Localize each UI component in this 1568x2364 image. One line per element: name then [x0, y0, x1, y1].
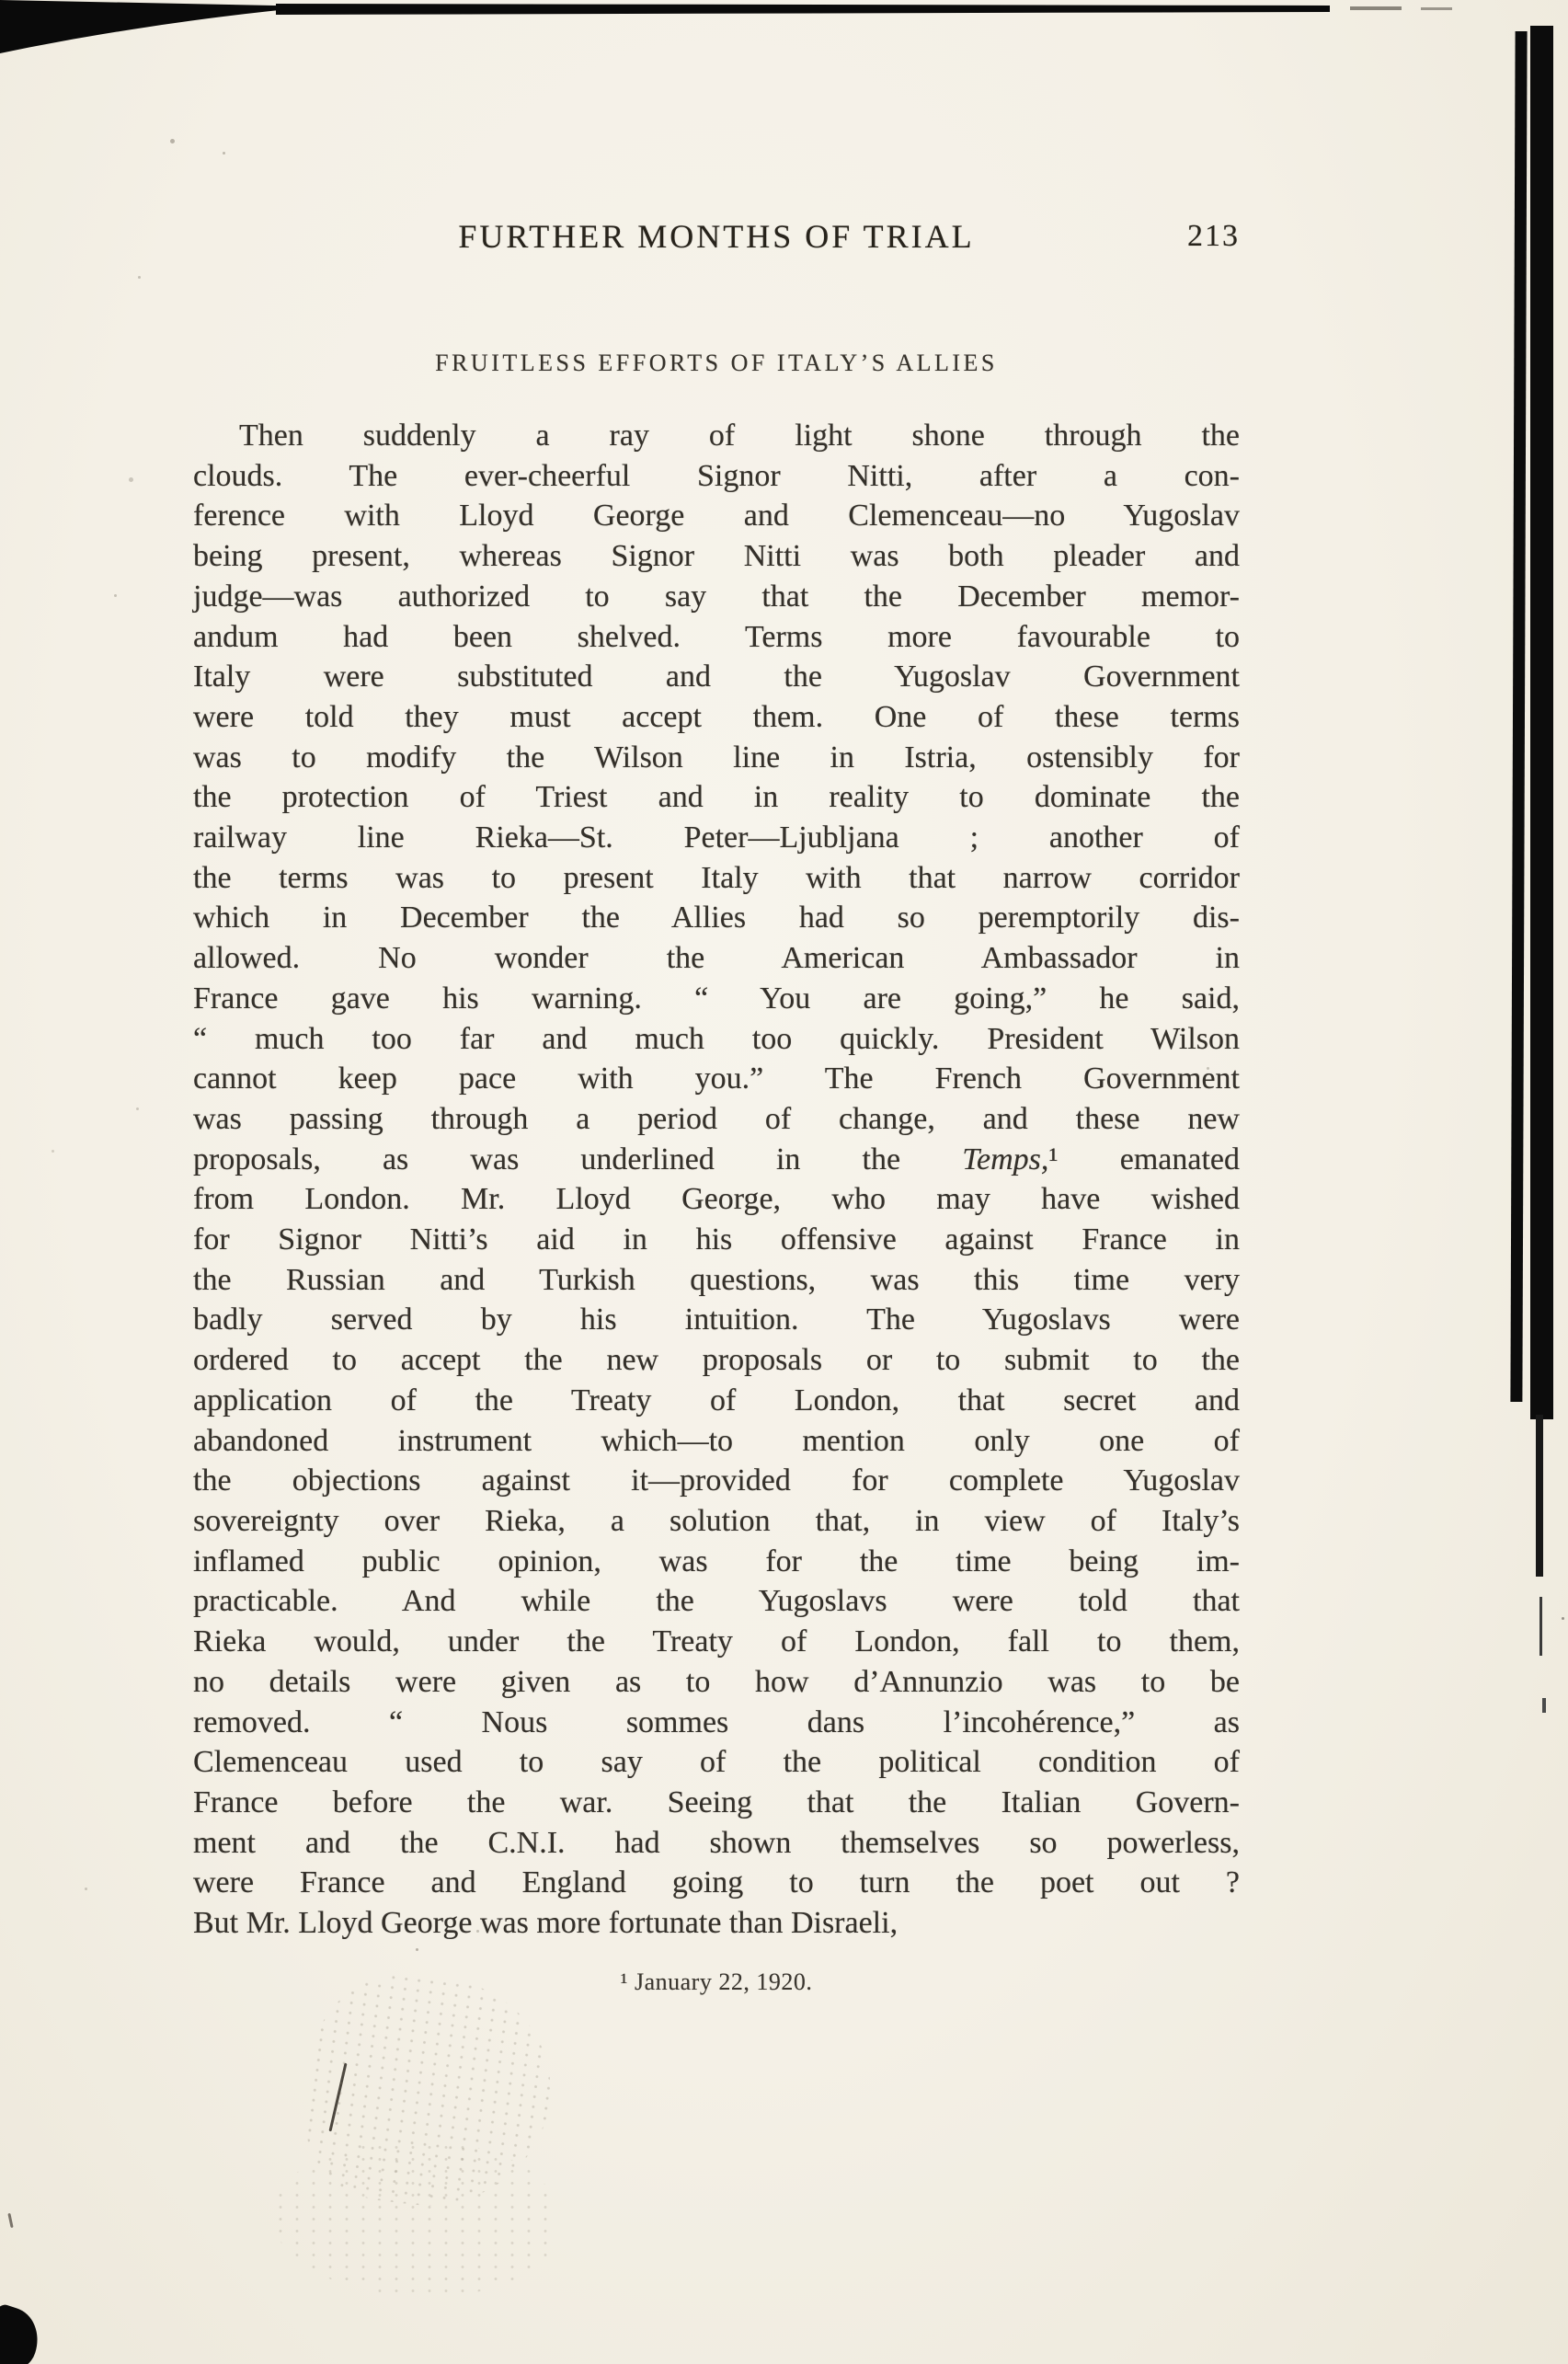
text-line: the Russian and Turkish questions, was this time very [193, 1262, 1240, 1297]
text-line: andum had been shelved. Terms more favourable to [193, 619, 1240, 654]
text-line: judge—was authorized to say that the December memor- [193, 579, 1240, 614]
text-line: was passing through a period of change, and these new [193, 1101, 1240, 1136]
page-header [193, 217, 1240, 259]
text-line: cannot keep pace with you.” The French Government [193, 1062, 1240, 1096]
text-line: allowed. No wonder the American Ambassador in [193, 941, 1240, 976]
text-line: France gave his warning. “ You are going,” he said, [193, 981, 1240, 1016]
scan-artifact-right-edge [1536, 1415, 1543, 1577]
text-line: removed. “ Nous sommes dans l’incohérence,” as [193, 1704, 1240, 1739]
speckle-field [272, 2141, 557, 2296]
scan-artifact-right-edge [1530, 26, 1553, 1419]
body-paragraph [193, 416, 1240, 1944]
text-line: Then suddenly a ray of light shone through the [239, 419, 1240, 453]
text-line: being present, whereas Signor Nitti was both pleader and [193, 539, 1240, 574]
ink-blob-bottom-left [0, 2302, 47, 2364]
text-line: “ much too far and much too quickly. President Wilson [193, 1021, 1240, 1056]
text-line: clouds. The ever-cheerful Signor Nitti, after a con- [193, 458, 1240, 493]
text-line: sovereignty over Rieka, a solution that, in view of Italy’s [193, 1503, 1240, 1538]
page-number: 213 [1187, 219, 1240, 253]
speckle-dots [0, 0, 3, 3]
text-line: Rieka would, under the Treaty of London, fall to them, [193, 1624, 1240, 1659]
text-line: was to modify the Wilson line in Istria, ostensibly for [193, 740, 1240, 775]
text-line: were told they must accept them. One of these terms [193, 699, 1240, 734]
text-line: Italy were substituted and the Yugoslav Government [193, 660, 1240, 694]
scan-artifact-right-mark [1539, 1597, 1542, 1656]
margin-mark [7, 2213, 13, 2228]
text-line: badly served by his intuition. The Yugoslavs were [193, 1302, 1240, 1337]
text-line: no details were given as to how d’Annunzio was to be [193, 1664, 1240, 1699]
text-line: ordered to accept the new proposals or to submit to the [193, 1343, 1240, 1378]
text-line: for Signor Nitti’s aid in his offensive against France in [193, 1222, 1240, 1257]
text-line: application of the Treaty of London, that secret and [193, 1383, 1240, 1417]
text-line: the protection of Triest and in reality to dominate the [193, 780, 1240, 815]
scan-artifact-top-edge [0, 0, 1568, 74]
text-line: proposals, as was underlined in the Temps,¹ emanated [193, 1142, 1240, 1176]
text-line: which in December the Allies had so peremptorily dis- [193, 901, 1240, 935]
text-line: railway line Rieka—St. Peter—Ljubljana ; another of [193, 821, 1240, 855]
text-line: Clemenceau used to say of the political condition of [193, 1745, 1240, 1780]
text-line: practicable. And while the Yugoslavs were told that [193, 1584, 1240, 1619]
footnote: ¹ January 22, 1920. [620, 1968, 813, 1995]
text-line: from London. Mr. Lloyd George, who may have wished [193, 1182, 1240, 1217]
text-line: abandoned instrument which—to mention only one of [193, 1423, 1240, 1458]
text-line: But Mr. Lloyd George was more fortunate than Disraeli, [193, 1906, 898, 1941]
scan-artifact-right-edge [1510, 31, 1527, 1402]
text-line: the terms was to present Italy with that narrow corridor [193, 860, 1240, 895]
text-line: ference with Lloyd George and Clemenceau—no Yugoslav [193, 499, 1240, 534]
text-line: ment and the C.N.I. had shown themselves so powerless, [193, 1825, 1240, 1860]
text-line: the objections against it—provided for complete Yugoslav [193, 1463, 1240, 1498]
text-line: France before the war. Seeing that the Italian Govern- [193, 1784, 1240, 1819]
running-title: FURTHER MONTHS OF TRIAL [458, 218, 975, 255]
text-line: inflamed public opinion, was for the time being im- [193, 1543, 1240, 1578]
section-heading: FRUITLESS EFFORTS OF ITALY’S ALLIES [435, 350, 998, 376]
text-line: were France and England going to turn the poet out ? [193, 1865, 1240, 1900]
scan-artifact-right-mark [1542, 1698, 1546, 1713]
